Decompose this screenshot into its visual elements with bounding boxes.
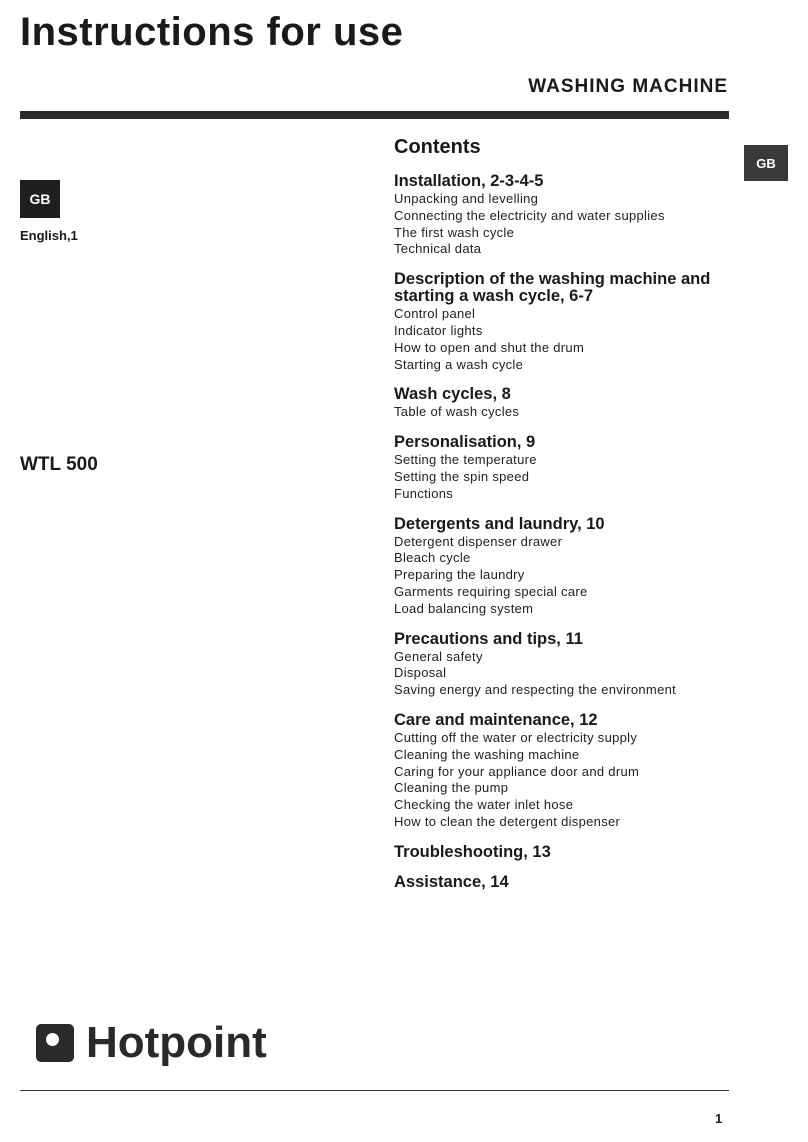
toc-section-title[interactable]: Precautions and tips, 11 bbox=[394, 629, 583, 648]
toc-item[interactable]: Starting a wash cycle bbox=[394, 356, 524, 372]
toc-section-title[interactable]: Detergents and laundry, 10 bbox=[394, 514, 605, 533]
toc-item[interactable]: Functions bbox=[394, 485, 454, 501]
toc-item[interactable]: Saving energy and respecting the environment bbox=[394, 682, 677, 698]
toc-item[interactable]: How to open and shut the drum bbox=[394, 339, 585, 355]
toc-item[interactable]: Caring for your appliance door and drum bbox=[394, 763, 640, 779]
toc-item[interactable]: Unpacking and levelling bbox=[394, 191, 539, 206]
toc-section-title[interactable]: Installation, 2-3-4-5 bbox=[394, 172, 544, 190]
toc-section-title[interactable]: Care and maintenance, 12 bbox=[394, 710, 598, 729]
product-type: WASHING MACHINE bbox=[528, 76, 728, 97]
toc-item[interactable]: Checking the water inlet hose bbox=[394, 797, 574, 813]
contents-heading: Contents bbox=[394, 136, 481, 158]
toc-item[interactable]: Technical data bbox=[394, 241, 482, 257]
toc-item[interactable]: How to clean the detergent dispenser bbox=[394, 813, 621, 829]
page-number: 1 bbox=[715, 1111, 723, 1126]
page-title: Instructions for use bbox=[20, 10, 404, 54]
toc-section bbox=[394, 874, 734, 891]
brand-logo bbox=[36, 1018, 267, 1068]
language-index: English,1 bbox=[20, 228, 78, 243]
toc-item[interactable]: Bleach cycle bbox=[394, 550, 471, 566]
language-side-tab: GB bbox=[744, 145, 788, 181]
language-badge: GB bbox=[20, 180, 60, 218]
hotpoint-logo-icon bbox=[36, 1024, 74, 1062]
logo-text: Hotpoint bbox=[86, 1018, 267, 1067]
toc-item[interactable]: Garments requiring special care bbox=[394, 583, 588, 599]
toc-sections bbox=[394, 173, 734, 891]
toc-section-title[interactable]: Assistance, 14 bbox=[394, 872, 509, 891]
toc-item[interactable]: Connecting the electricity and water supplies bbox=[394, 207, 665, 223]
logo-dot bbox=[46, 1033, 59, 1046]
toc-section-title[interactable]: Troubleshooting, 13 bbox=[394, 842, 551, 861]
toc-section bbox=[394, 271, 734, 373]
toc-section bbox=[394, 844, 734, 861]
toc-item[interactable]: Preparing the laundry bbox=[394, 567, 525, 583]
toc-section bbox=[394, 434, 734, 502]
toc-item[interactable]: Disposal bbox=[394, 665, 447, 681]
toc-section bbox=[394, 173, 734, 258]
toc-section bbox=[394, 386, 734, 421]
header-divider bbox=[20, 111, 729, 119]
toc-item[interactable]: Cutting off the water or electricity supply bbox=[394, 729, 638, 745]
toc-item[interactable]: Load balancing system bbox=[394, 600, 534, 616]
toc-section-title[interactable]: Personalisation, 9 bbox=[394, 433, 536, 452]
toc-section bbox=[394, 516, 734, 618]
toc-item[interactable]: Cleaning the washing machine bbox=[394, 746, 580, 762]
toc-section-title[interactable]: Description of the washing machine and starting a wash cycle, 6-7 bbox=[394, 270, 711, 306]
toc-item[interactable]: Detergent dispenser drawer bbox=[394, 533, 563, 549]
toc-item[interactable]: Control panel bbox=[394, 306, 476, 322]
toc-item[interactable]: Setting the spin speed bbox=[394, 468, 530, 484]
footer-divider bbox=[20, 1090, 729, 1091]
toc-section bbox=[394, 631, 734, 699]
toc-item[interactable]: Table of wash cycles bbox=[394, 404, 520, 420]
toc-item[interactable]: The first wash cycle bbox=[394, 224, 515, 240]
toc-item[interactable]: Setting the temperature bbox=[394, 452, 537, 468]
toc-item[interactable]: General safety bbox=[394, 648, 483, 664]
toc-item[interactable]: Cleaning the pump bbox=[394, 780, 509, 796]
table-of-contents bbox=[394, 136, 734, 904]
toc-section-title[interactable]: Wash cycles, 8 bbox=[394, 385, 511, 404]
toc-section bbox=[394, 712, 734, 831]
toc-item[interactable]: Indicator lights bbox=[394, 322, 483, 338]
model-number: WTL 500 bbox=[20, 454, 98, 475]
